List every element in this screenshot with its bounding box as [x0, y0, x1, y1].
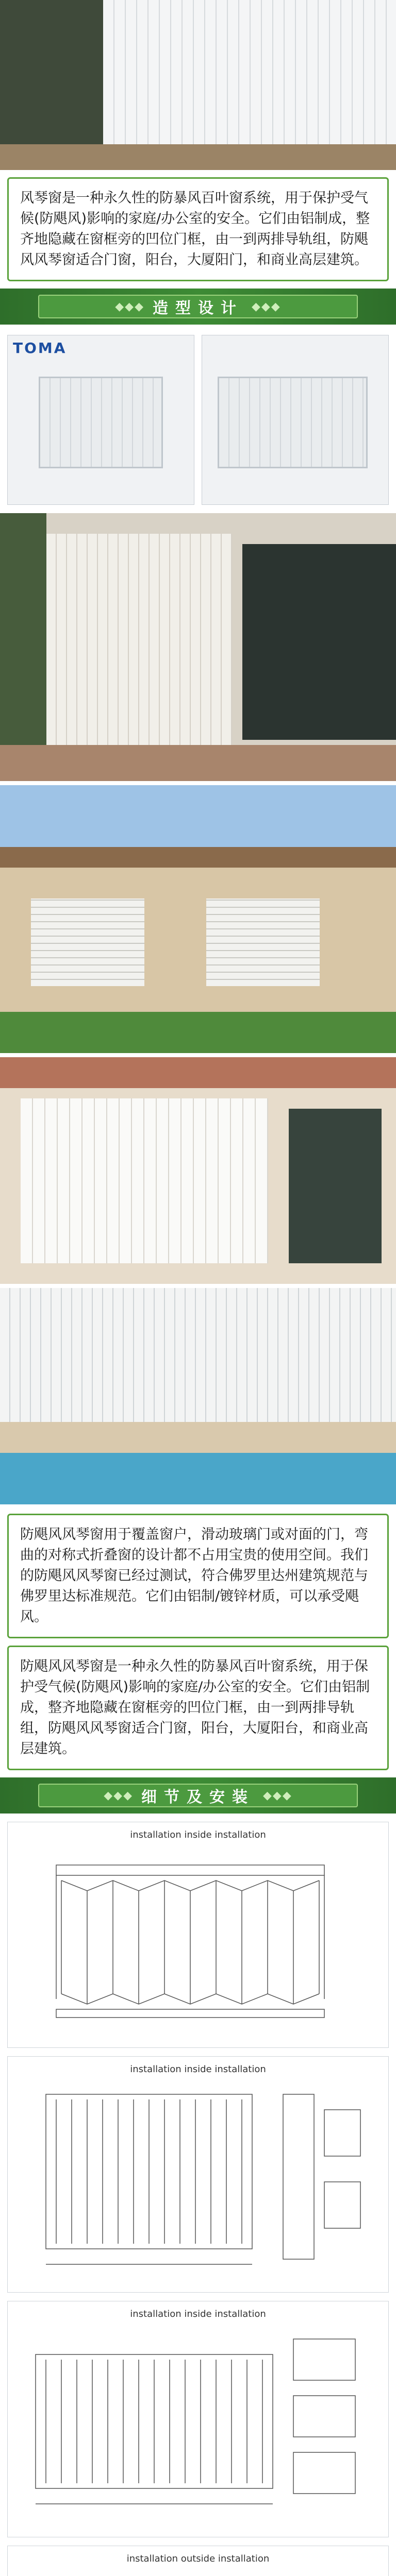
diagram-title: installation inside installation: [130, 1829, 266, 1840]
pool-photo: [0, 1288, 396, 1504]
install-diagram-2: [7, 2056, 389, 2293]
section-banner-install: ◆◆◆ 细节及安装 ◆◆◆: [0, 1777, 396, 1814]
product-twin-photos: [0, 330, 396, 510]
diagram-drawing: [15, 2324, 381, 2530]
brand-logo: TOMA: [13, 340, 67, 357]
usage-text-box: [7, 1514, 389, 1638]
diagram-title: installation outside installation: [126, 2553, 270, 2564]
diagram-title: installation inside installation: [130, 2309, 266, 2319]
intro-text: 风琴窗是一种永久性的防暴风百叶窗系统，用于保护受气候(防飓风)影响的家庭/办公室的安全。它们由铝制成，整齐地隐藏在窗框旁的凹位门框，由一到两排导轨组，防飓风风琴窗适合门窗，阳台，大厦阳门，和商业高层建筑。: [20, 190, 370, 268]
intro2-text-box: [7, 1646, 389, 1770]
section-title-design: 造型设计: [153, 299, 243, 317]
terrace-photo: [0, 1057, 396, 1284]
section-banner-design: ◆◆◆ 造型设计 ◆◆◆: [0, 289, 396, 325]
usage-text: 防飓风风琴窗用于覆盖窗户，滑动玻璃门或对面的门，弯曲的对称式折叠窗的设计都不占用宝贵的使用空间。我们的防飓风风琴窗已经过测试，符合佛罗里达州建筑规范与佛罗里达标准规范。它们由铝制/镀锌材质，可以承受飓风。: [20, 1527, 368, 1625]
diagram-drawing: [15, 2568, 381, 2576]
section-title-install: 细节及安装: [141, 1788, 255, 1806]
intro2-text: 防飓风风琴窗是一种永久性的防暴风百叶窗系统，用于保护受气候(防飓风)影响的家庭/办公室的安全。它们由铝制成，整齐地隐藏在窗框旁的凹位门框，由一到两排导轨组，防飓风风琴窗适合门窗，阳台，大厦阳台，和商业高层建筑。: [20, 1658, 370, 1757]
diagram-drawing: [15, 1844, 381, 2040]
install-diagram-3: [7, 2301, 389, 2537]
hero-photo: [0, 0, 396, 170]
product-photo-left: [7, 335, 194, 505]
house-photo: [0, 785, 396, 1053]
install-diagram-1: [7, 1822, 389, 2048]
diagram-drawing: [15, 2079, 381, 2285]
intro-text-box: [7, 177, 389, 281]
diagram-title: installation inside installation: [130, 2064, 266, 2075]
patio-photo: [0, 513, 396, 781]
install-diagram-4: [7, 2546, 389, 2576]
product-photo-right: [202, 335, 389, 505]
